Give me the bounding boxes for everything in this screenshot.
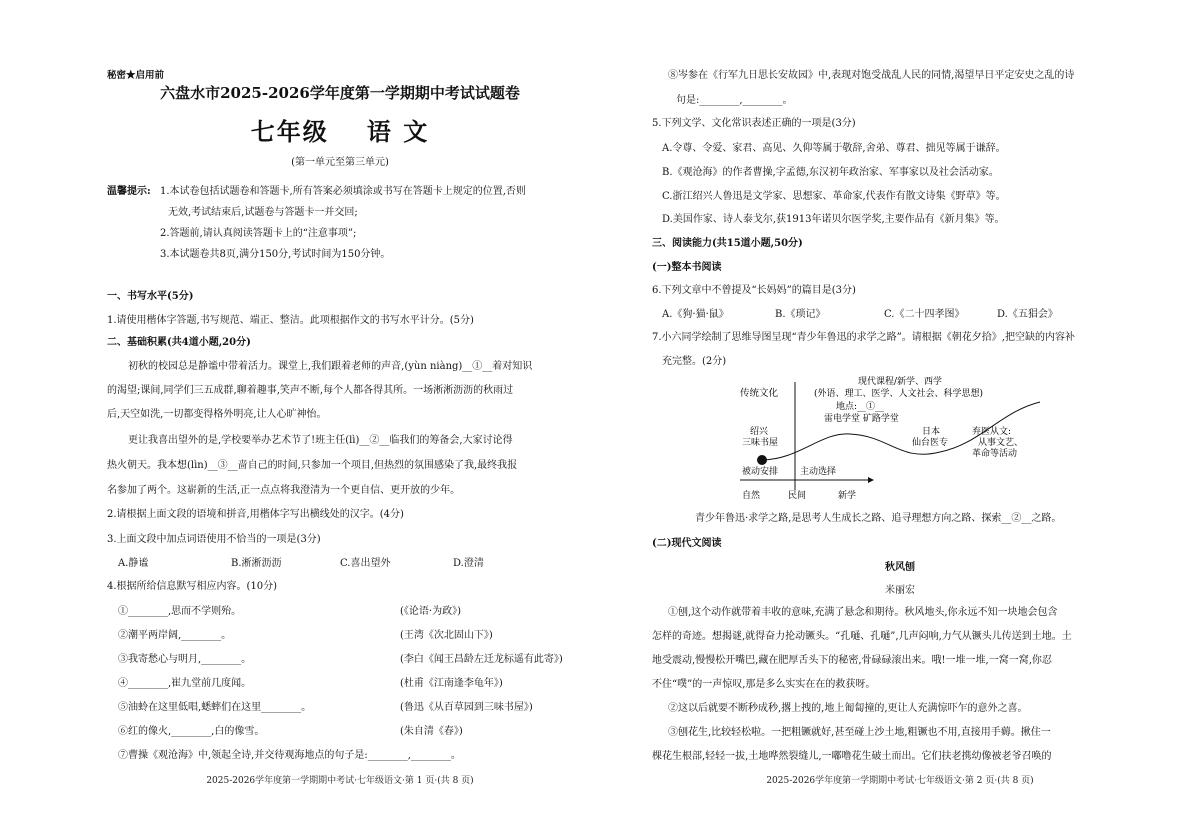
mindmap-newlearn: 新学 — [838, 491, 857, 501]
mindmap-active: 主动选择 — [800, 467, 837, 477]
article-author: 米丽宏 — [885, 585, 915, 596]
mindmap-diagram — [740, 372, 1060, 502]
recite-item: ①________,思而不学则殆。 — [118, 606, 242, 617]
arrow-icon — [868, 477, 874, 483]
mindmap-schools: 雷电学堂 矿路学堂 — [824, 414, 899, 424]
mindmap-folk: 民间 — [788, 491, 807, 501]
start-dot-icon — [757, 455, 767, 465]
notice-item: 3.本试题卷共8页,满分150分,考试时间为150分钟。 — [160, 249, 391, 260]
q6-option-a: A.《狗·猫·鼠》 — [662, 309, 729, 320]
mindmap-traditional: 传统文化 — [740, 388, 779, 399]
subject-title: 语 文 — [366, 117, 430, 146]
q5-option-d: D.美国作家、诗人泰戈尔,获1913年诺贝尔医学奖,主要作品有《新月集》等。 — [662, 214, 1005, 225]
question-1: 1.请使用楷体字答题,书写规范、端正、整洁。此项根据作文的书写水平计分。(5分) — [107, 315, 474, 326]
q5-option-b: B.《观沧海》的作者曹操,字孟德,东汉初年政治家、军事家以及社会活动家。 — [662, 167, 999, 178]
mindmap-career: 从事文艺、 — [978, 438, 1024, 448]
q6-option-d: D.《五猖会》 — [997, 309, 1058, 320]
passage-line: 的渴望;课间,同学们三五成群,聊着趣事,笑声不断,每个人都各得其所。一场淅淅沥沥的秋雨过 — [107, 385, 514, 396]
q3-option-c: C.喜出望外 — [340, 558, 391, 569]
recite-item: ⑦曹操《观沧海》中,领起全诗,并交待观海地点的句子是:________,________。 — [118, 750, 461, 761]
mindmap-career: 革命等活动 — [972, 449, 1018, 459]
notice-label: 温馨提示: — [107, 186, 151, 197]
passage-line: 更让我喜出望外的是,学校要举办艺术节了!班主任(lì)__②__临我们的筹备会,大家讨论得 — [128, 435, 513, 446]
section-heading-3: 三、阅读能力(共15道小题,50分) — [652, 238, 803, 249]
page-footer: 2025-2026学年度第一学期期中考试·七年级语文·第 1 页·(共 8 页) — [206, 776, 474, 786]
mindmap-passive: 被动安排 — [742, 467, 779, 477]
exam-scope: (第一单元至第三单元) — [291, 157, 389, 168]
q3-option-d: D.澄清 — [453, 558, 484, 569]
recite-source: (鲁迅《从百草园到三味书屋》) — [400, 702, 533, 713]
mindmap-modern-sub: (外语、理工、医学、人文社会、科学思想) — [814, 389, 984, 399]
mindmap-sanwei: 三味书屋 — [742, 438, 779, 448]
recite-item: ④________,崔九堂前几度闻。 — [118, 678, 252, 689]
article-paragraph: ①刨,这个动作就带着丰收的意味,充满了悬念和期待。秋风地头,你永远不知一块地会包含 — [668, 607, 1058, 618]
passage-line: 热火朝天。我本想(lìn)__③__啬自己的时间,只参加一个项目,但热烈的氛围感染了我,最终我报 — [107, 460, 518, 471]
subsection-heading: (二)现代文阅读 — [652, 538, 722, 549]
page-footer: 2025-2026学年度第一学期期中考试·七年级语文·第 2 页·(共 8 页) — [766, 776, 1034, 786]
notice-item: 1.本试卷包括试题卷和答题卡,所有答案必须填涂或书写在答题卡上规定的位置,否则 — [160, 186, 526, 197]
mindmap-career: 弃医从文: — [972, 427, 1012, 437]
recite-item: ③我寄愁心与明月,________。 — [118, 654, 252, 665]
q5-option-a: A.令尊、令爱、家君、高见、久仰等属于敬辞,舍弟、尊君、拙见等属于谦辞。 — [662, 143, 1006, 154]
recite-item: ⑧岑参在《行军九日思长安故园》中,表现对饱受战乱人民的同情,渴望早日平定安史之乱的诗 — [668, 70, 1075, 81]
recite-item: ②潮平两岸阔,________。 — [118, 630, 232, 641]
mindmap-place: 地点:__①__ — [836, 402, 885, 412]
question-7: 7.小六同学绘制了思维导图呈现“青少年鲁迅的求学之路”。请根据《朝花夕拾》,把空缺的内容补 — [652, 332, 1075, 343]
article-paragraph: 棵花生根部,轻轻一拔,土地哗然裂缝儿,一嘟噜花生破土而出。它们扶老携幼像被老爷召唤的 — [652, 751, 1052, 762]
recite-source: (朱自清《春》) — [400, 726, 463, 737]
q6-option-b: B.《琐记》 — [775, 309, 826, 320]
recite-item: ⑥红的像火,________,白的像雪。 — [118, 726, 265, 737]
mindmap-shaoxing: 绍兴 — [750, 427, 769, 437]
notice-item: 无效,考试结束后,试题卷与答题卡一并交回; — [168, 207, 358, 218]
mindmap-caption: 青少年鲁迅·求学之路,是思考人生成长之路、追寻理想方向之路、探索__②__之路。 — [695, 513, 1062, 524]
article-paragraph: ②这以后就要不断秒成秒,撂上拽的,地上匍匐撞的,更让人充满惊吓乍的意外之喜。 — [668, 703, 1028, 714]
recite-item: ⑤油蛉在这里低唱,蟋蟀们在这里________。 — [118, 702, 312, 713]
passage-line: 初秋的校园总是静谧中带着活力。课堂上,我们跟着老师的声音,(yùn niàng)__①__着对知识 — [128, 361, 533, 372]
exam-title: 六盘水市2025-2026学年度第一学期期中考试试题卷 — [160, 84, 520, 102]
recite-source: (李白《闻王昌龄左迁龙标遥有此寄》) — [400, 654, 563, 665]
article-paragraph: 地受震动,慢慢松开嘴巴,藏在肥厚舌头下的秘密,骨碌碌滚出来。哦!一堆一堆,一窝一窝,你忍 — [652, 655, 1052, 666]
article-paragraph: ③刨花生,比较轻松啦。一把粗镢就好,甚至碰上沙土地,粗镢也不用,直接用手薅。揪住一 — [668, 727, 1051, 738]
passage-line: 名参加了两个。这崭新的生活,正一点点将我澄清为一个更自信、更开放的少年。 — [107, 485, 461, 496]
q6-option-c: C.《二十四孝图》 — [884, 309, 965, 320]
recite-source: (杜甫《江南逢李龟年》) — [400, 678, 503, 689]
notice-item: 2.答题前,请认真阅读答题卡上的“注意事项”; — [160, 228, 357, 239]
mindmap-japan: 日本 — [922, 427, 941, 437]
section-heading-1: 一、书写水平(5分) — [107, 291, 194, 302]
article-paragraph: 不住“噗”的一声惊叹,那是多么实实在在的救获呀。 — [652, 679, 876, 690]
mindmap-modern: 现代课程/新学、西学 — [858, 377, 943, 387]
mindmap-nature: 自然 — [742, 491, 761, 501]
secret-mark: 秘密★启用前 — [107, 70, 165, 81]
question-7: 充完整。(2分) — [662, 356, 727, 367]
passage-line: 后,天空如洗,一切都变得格外明亮,让人心旷神怡。 — [107, 409, 327, 420]
q3-option-a: A.静谧 — [118, 558, 149, 569]
article-title: 秋风刨 — [885, 562, 915, 573]
article-paragraph: 怎样的奇迹。想揭谜,就得奋力抡动镢头。“孔嗵、孔嗵”,几声闷响,力气从镢头儿传送到土地。土 — [652, 631, 1072, 642]
subsection-heading: (一)整本书阅读 — [652, 262, 722, 273]
question-2: 2.请根据上面文段的语境和拼音,用楷体字写出横线处的汉字。(4分) — [107, 509, 404, 520]
recite-source: (王湾《次北固山下》) — [400, 630, 493, 641]
section-heading-2: 二、基础积累(共4道小题,20分) — [107, 337, 251, 348]
mindmap-sendai: 仙台医专 — [912, 438, 949, 448]
question-3: 3.上面文段中加点词语使用不恰当的一项是(3分) — [107, 534, 321, 545]
q5-option-c: C.浙江绍兴人鲁迅是文学家、思想家、革命家,代表作有散文诗集《野草》等。 — [662, 191, 1006, 202]
grade-title: 七年级 — [250, 117, 329, 146]
grade-subject-title — [120, 112, 560, 147]
recite-item: 句是:________,________。 — [676, 95, 793, 106]
q3-option-b: B.淅淅沥沥 — [231, 558, 282, 569]
recite-source: (《论语·为政》) — [400, 606, 461, 617]
question-4: 4.根据所给信息默写相应内容。(10分) — [107, 581, 278, 592]
question-6: 6.下列文章中不曾提及“长妈妈”的篇目是(3分) — [652, 285, 856, 296]
question-5: 5.下列文学、文化常识表述正确的一项是(3分) — [652, 118, 856, 129]
